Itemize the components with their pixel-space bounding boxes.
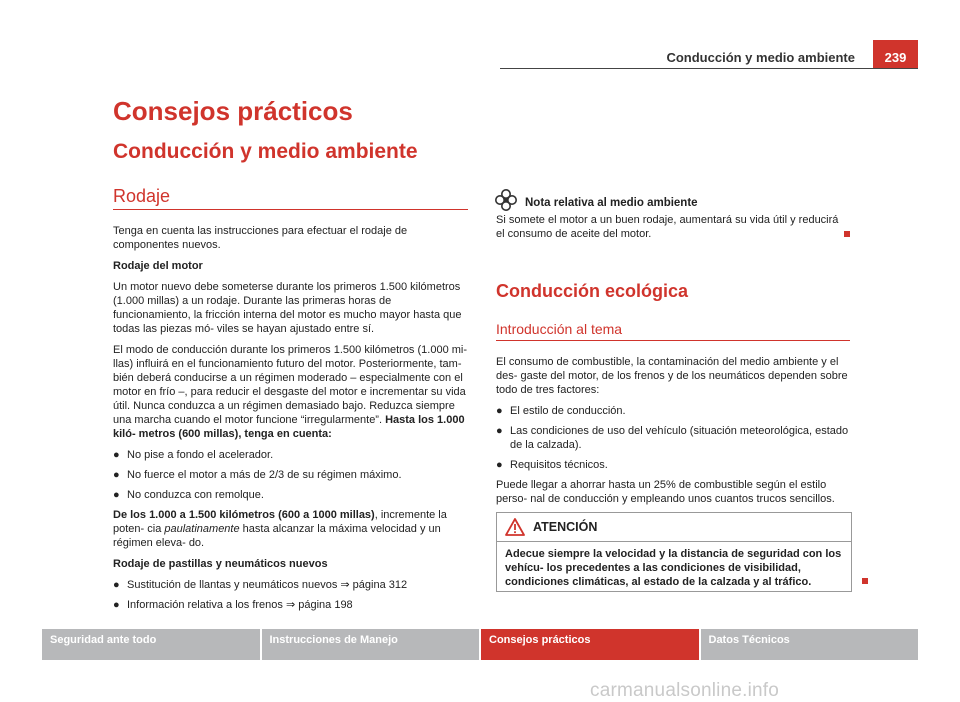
- bullet-icon: ●: [113, 599, 120, 611]
- environment-note-title-wrap: [525, 196, 855, 210]
- list-item-text: No fuerce el motor a más de 2/3 de su régimen máximo.: [127, 469, 402, 481]
- header-rule: [500, 68, 918, 69]
- warning-text: Adecue siempre la velocidad y la distancia de seguridad con los vehícu- los precedentes a las condiciones de visibilidad, condiciones climáticas, al estado de la calzada y al tráfico.: [505, 548, 842, 588]
- warning-triangle-icon: [505, 518, 525, 536]
- page-number: 239: [873, 40, 918, 68]
- list-item: [496, 404, 852, 418]
- bullet-icon: ●: [496, 459, 503, 471]
- motor-paragraph-2-text: El modo de conducción durante los primeros 1.500 kilómetros (1.000 mi- llas) influirá en el funcionamiento futuro del motor. Posteriormente, tam- bién deberá conducirse a un régimen moderado – especialmente con el motor en frío –, para reducir el desgaste del motor e incrementar su vida útil. Nunca conduzca a un régimen demasiado bajo. Reduzca siempre una marcha cuando el motor funcione “irregularmente”.: [113, 344, 468, 426]
- savings-paragraph: Puede llegar a ahorrar hasta un 25% de combustible según el estilo perso- nal de conducción y empleando unos cuantos trucos sencillos.: [496, 479, 835, 505]
- section-title: Consejos prácticos: [113, 96, 353, 126]
- bullet-icon: ●: [113, 579, 120, 591]
- list-item-text: No conduzca con remolque.: [127, 489, 264, 501]
- warning-box: [496, 512, 852, 592]
- list-item-text: No pise a fondo el acelerador.: [127, 449, 274, 461]
- list-item: [496, 424, 852, 452]
- topic-title: Introducción al tema: [496, 321, 623, 337]
- motor-paragraph-2: [113, 343, 468, 441]
- power-paragraph-mid: , incremente la poten- cia: [113, 509, 447, 535]
- topic-rule: [496, 340, 850, 341]
- watermark: carmanualsonline.info: [590, 680, 780, 701]
- bullet-icon: ●: [496, 405, 503, 417]
- footer-tabs: [42, 629, 918, 660]
- intro-paragraph: Tenga en cuenta las instrucciones para efectuar el rodaje de componentes nuevos.: [113, 225, 408, 251]
- warning-header: [497, 513, 851, 542]
- power-paragraph-italic: paulatinamente: [164, 523, 240, 535]
- end-marker: [862, 578, 868, 584]
- power-paragraph-bold: De los 1.000 a 1.500 kilómetros (600 a 1000 millas): [113, 509, 375, 521]
- motor-paragraph-1: Un motor nuevo debe someterse durante los primeros 1.500 kilómetros (1.000 millas) a un rodaje. Durante las primeras horas de funcionamiento, la fricción interna del motor es mucho mayor hasta que todas las piezas mó- viles se hayan ajustado entre sí.: [113, 281, 462, 335]
- power-paragraph: [113, 508, 468, 550]
- environment-note-text: Si somete el motor a un buen rodaje, aumentará su vida útil y reducirá el consumo de aceite del motor.: [496, 214, 839, 240]
- power-paragraph-end: hasta alcanzar la máxima velocidad y un régimen eleva- do.: [113, 523, 441, 549]
- subsection-rule: [113, 209, 468, 210]
- list-item: [113, 488, 468, 502]
- list-item-text: Requisitos técnicos.: [510, 459, 608, 471]
- list-item: [113, 598, 468, 612]
- bullet-icon: ●: [113, 489, 120, 501]
- list-item-text: El estilo de conducción.: [510, 405, 626, 417]
- running-header-title: Conducción y medio ambiente: [666, 50, 855, 65]
- list-item: [113, 578, 468, 592]
- flower-icon: [494, 188, 518, 212]
- pads-heading: Rodaje de pastillas y neumáticos nuevos: [113, 558, 328, 570]
- tab-instrucciones[interactable]: Instrucciones de Manejo: [262, 629, 480, 660]
- motor-paragraph-2-bold: Hasta los 1.000 kiló- metros (600 millas), tenga en cuenta:: [113, 414, 465, 440]
- end-marker: [844, 231, 850, 237]
- subsection-title-conduccion-ecologica: Conducción ecológica: [496, 281, 689, 301]
- tab-consejos[interactable]: Consejos prácticos: [481, 629, 699, 660]
- list-item: [113, 448, 468, 462]
- bullet-icon: ●: [496, 425, 503, 437]
- intro-paragraph-right: El consumo de combustible, la contaminación del medio ambiente y el des- gaste del motor, de los frenos y de los neumáticos dependen sobre todo de tres factores:: [496, 356, 848, 396]
- bullet-icon: ●: [113, 469, 120, 481]
- environment-note-title: Nota relativa al medio ambiente: [525, 197, 698, 209]
- chapter-title: Conducción y medio ambiente: [113, 140, 418, 163]
- tab-datos-tecnicos[interactable]: Datos Técnicos: [701, 629, 919, 660]
- right-column-body: [496, 355, 852, 513]
- list-item-text[interactable]: Sustitución de llantas y neumáticos nuevos ⇒ página 312: [127, 579, 408, 591]
- warning-title: ATENCIÓN: [533, 520, 598, 534]
- list-item: [496, 458, 852, 472]
- motor-heading: Rodaje del motor: [113, 260, 203, 272]
- subsection-title-rodaje: Rodaje: [113, 186, 171, 206]
- bullet-icon: ●: [113, 449, 120, 461]
- list-item: [113, 468, 468, 482]
- left-column-body: [113, 224, 468, 618]
- list-item-text[interactable]: Información relativa a los frenos ⇒ página 198: [127, 599, 353, 611]
- list-item-text: Las condiciones de uso del vehículo (situación meteorológica, estado de la calzada).: [510, 425, 849, 451]
- tab-seguridad[interactable]: Seguridad ante todo: [42, 629, 260, 660]
